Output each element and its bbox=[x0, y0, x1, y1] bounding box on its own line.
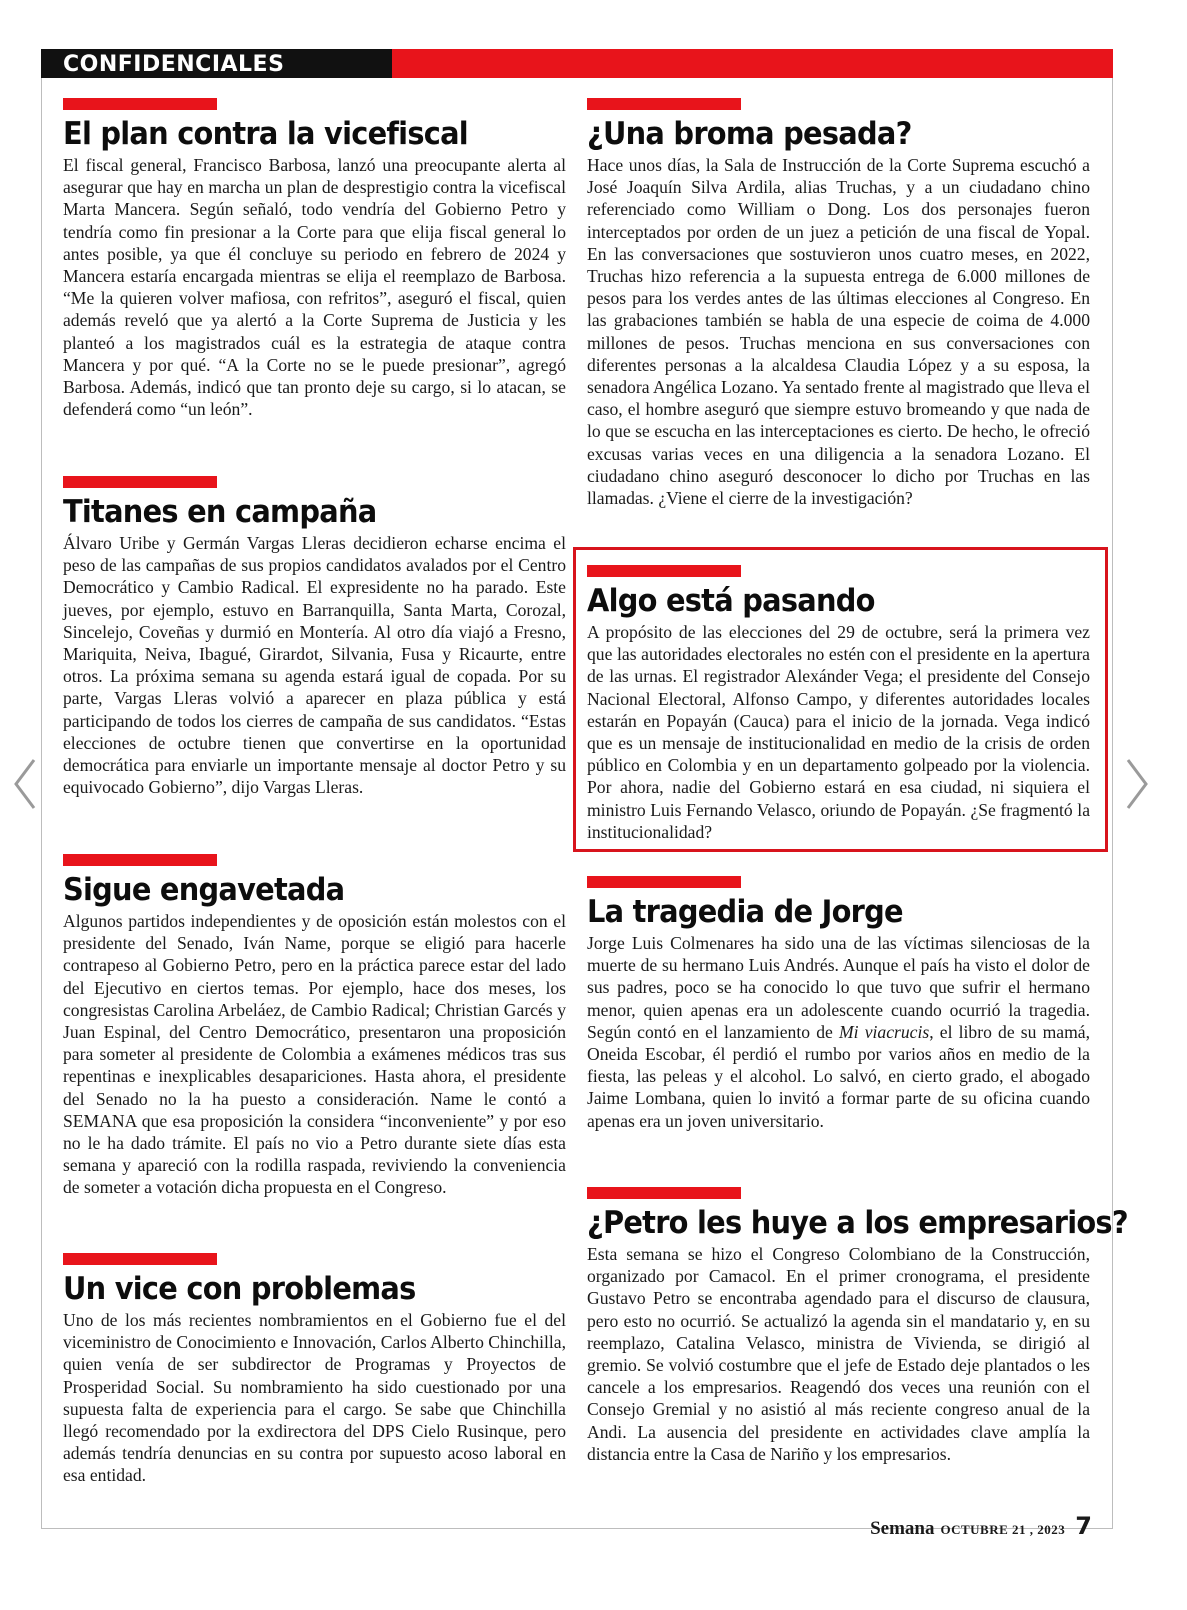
page-footer bbox=[870, 1512, 1092, 1540]
red-accent-bar bbox=[587, 565, 741, 577]
issue-date: OCTUBRE 21 , 2023 bbox=[940, 1522, 1066, 1537]
article-vice-problemas bbox=[63, 1253, 566, 1487]
article-titanes bbox=[63, 476, 566, 798]
red-accent-bar bbox=[587, 1187, 741, 1199]
article-engavetada bbox=[63, 854, 566, 1199]
article-body bbox=[587, 932, 1090, 1132]
article-title: Titanes en campaña bbox=[63, 494, 377, 530]
article-body: El fiscal general, Francisco Barbosa, lanzó una preocupante alerta al asegurar que hay en marcha un plan de desprestigio contra la vicefiscal Marta Mancera. Según señaló, todo vendría del Gobierno Petro y tendría como fin presionar a la Corte para que elija fiscal general lo antes posible, ya que él concluye su periodo en febrero de 2024 y Mancera estaría encargada mientras se elija el reemplazo de Barbosa. “Me la quieren volver mafiosa, con refritos”, aseguró el fiscal, quien además reveló que ya alertó a la Corte Suprema de Justicia y les planteó a los magistrados cuál es la estrategia de ataque contra Mancera y por qué. “A la Corte no se le puede presionar”, agregó Barbosa. Además, indicó que tan pronto deje su cargo, si lo atacan, se defenderá como “un león”. bbox=[63, 155, 566, 420]
red-accent-bar bbox=[587, 876, 741, 888]
article-broma-pesada bbox=[587, 98, 1090, 509]
red-accent-bar bbox=[63, 854, 217, 866]
chevron-left-icon bbox=[12, 758, 38, 810]
red-accent-bar bbox=[63, 98, 217, 110]
article-body: Hace unos días, la Sala de Instrucción de la Corte Suprema escuchó a José Joaquín Silva Ardila, alias Truchas, y a un ciudadano chino referenciado como William o Dong. Los dos personajes fueron interceptados por orden de un juez a petición de una fiscal de Yopal. En las conversaciones que sostuvieron unos cuatro meses, en 2022, Truchas hizo referencia a la supuesta entrega de 6.000 millones de pesos para los verdes antes de las últimas elecciones al Congreso. En las grabaciones también se habla de una especie de coima de 4.000 millones de pesos. Truchas menciona en sus conversaciones con diferentes personas a la alcaldesa Claudia López y a su esposa, la senadora Angélica Lozano. Ya sentado frente al magistrado que lleva el caso, el hombre aseguró que siempre estuvo bromeando y que nada de lo que se escucha en las interceptaciones es cierto. De hecho, le ofreció excusas varias veces en una diligencia a la senadora Lozano. El ciudadano chino aseguró desconocer lo dicho por Truchas en las llamadas. ¿Viene el cierre de la investigación? bbox=[587, 155, 1090, 509]
article-body: Uno de los más recientes nombramientos en el Gobierno fue el del viceministro de Conocimiento e Innovación, Carlos Alberto Chinchilla, quien venía de ser subdirector de Programas y Proyectos de Prosperidad Social. Su nombramiento ha sido cuestionado por una supuesta falta de experiencia para el cargo. Se sabe que Chinchilla llegó recomendado por la exdirectora del DPS Cielo Rusinque, pero además tendría denuncias en su contra por supuesto acoso laboral en esa entidad. bbox=[63, 1310, 566, 1486]
section-title: CONFIDENCIALES bbox=[63, 52, 285, 77]
magazine-name: Semana bbox=[870, 1518, 935, 1539]
banner-red-block bbox=[392, 49, 1113, 78]
chevron-right-icon bbox=[1124, 758, 1150, 810]
red-accent-bar bbox=[63, 1253, 217, 1265]
article-body: Álvaro Uribe y Germán Vargas Lleras decidieron echarse encima el peso de las campañas de sus propios candidatos avalados por el Centro Democrático y Cambio Radical. El expresidente no ha parado. Este jueves, por ejemplo, estuvo en Barranquilla, Santa Marta, Corozal, Sincelejo, Coveñas y durmió en Montería. Al otro día viajó a Fresno, Mariquita, Neiva, Ibagué, Girardot, Silvania, Fusa y Ricaurte, entre otros. La próxima semana su agenda estará igual de copada. Por su parte, Vargas Lleras volvió a aparecer en plaza pública y está participando de todos los cierres de campaña de sus candidatos. “Estas elecciones de octubre tienen que convertirse en la oportunidad democrática para enviarle un importante mensaje al doctor Petro y su equivocado Gobierno”, dijo Vargas Lleras. bbox=[63, 533, 566, 798]
article-algo-pasando bbox=[587, 565, 1090, 843]
body-text: Jorge Luis Colmenares ha sido una de las víctimas silenciosas de la muerte de su hermano Luis Andrés. Aunque el país ha visto el dolor de sus padres, poco se ha conocido lo que tuvo que sufrir el hermano menor, quien apenas era un adolescente cuando ocurrió la tragedia. Según contó en el lanzamiento de bbox=[587, 933, 1090, 1042]
article-body: A propósito de las elecciones del 29 de octubre, será la primera vez que las autoridades electorales no estén con el presidente en la apertura de las urnas. El registrador Alexánder Vega; el presidente del Consejo Nacional Electoral, Alfonso Campo, y diferentes autoridades locales estarán en Popayán (Cauca) para el inicio de la jornada. Vega indicó que es un mensaje de institucionalidad en medio de la crisis de orden público en Colombia y en un departamento golpeado por la violencia. Por ahora, nadie del Gobierno estará en esa ciudad, ni siquiera el ministro Luis Fernando Velasco, oriundo de Popayán. ¿Se fragmentó la institucionalidad? bbox=[587, 622, 1090, 842]
next-page-button[interactable] bbox=[1124, 758, 1150, 810]
red-accent-bar bbox=[63, 476, 217, 488]
book-title: Mi viacrucis bbox=[838, 1021, 930, 1042]
article-tragedia-jorge bbox=[587, 876, 1090, 1132]
article-title: Un vice con problemas bbox=[63, 1271, 416, 1307]
article-title: Sigue engavetada bbox=[63, 872, 345, 908]
red-accent-bar bbox=[587, 98, 741, 110]
article-title: ¿Una broma pesada? bbox=[587, 116, 912, 152]
body-text: , el libro de su mamá, Oneida Escobar, él perdió el rumbo por varios años en medio de la fiesta, las peleas y el alcohol. Lo salvó, en cierto grado, el abogado Jaime Lombana, quien lo invitó a formar parte de su oficina cuando apenas era un joven universitario. bbox=[587, 1021, 1091, 1131]
article-title: La tragedia de Jorge bbox=[587, 894, 903, 930]
prev-page-button[interactable] bbox=[12, 758, 38, 810]
page-number: 7 bbox=[1075, 1512, 1092, 1540]
article-body: Algunos partidos independientes y de oposición están molestos con el presidente del Senado, Iván Name, porque se eligió para hacerle contrapeso al Gobierno Petro, pero en la práctica parece estar del lado del Ejecutivo en ciertos temas. Por ejemplo, hace dos meses, los congresistas Carolina Arbeláez, de Cambio Radical; Christian Garcés y Juan Espinal, del Centro Democrático, presentaron una proposición para someter al presidente de Colombia a exámenes médicos tras sus repentinas e inexplicables desapariciones. Hasta ahora, el presidente del Senado no la ha puesto a consideración. Name le contó a SEMANA que esa proposición la considera “inconveniente” y por eso no le ha dado trámite. El país no vio a Petro durante siete días esta semana y apareció con la rodilla raspada, reviviendo la conveniencia de someter a votación dicha propuesta en el Congreso. bbox=[63, 911, 566, 1198]
article-petro-empresarios bbox=[587, 1187, 1128, 1465]
article-body: Esta semana se hizo el Congreso Colombiano de la Construcción, organizado por Camacol. En el primer cronograma, el presidente Gustavo Petro se encontraba agendado para el discurso de clausura, pero esto no ocurrió. Se actualizó la agenda sin el mandatario y, en su reemplazo, Catalina Velasco, ministra de Vivienda, se dirigió al gremio. Se volvió costumbre que el jefe de Estado deje plantados o les cancele a los empresarios. Reagendó dos veces una reunión con el Consejo Gremial y no asistió al más reciente congreso anual de la Andi. La ausencia del presidente en actividades clave amplía la distancia entre la Casa de Nariño y los empresarios. bbox=[587, 1244, 1090, 1464]
article-title: El plan contra la vicefiscal bbox=[63, 116, 468, 152]
article-title: ¿Petro les huye a los empresarios? bbox=[587, 1205, 1128, 1241]
article-vicefiscal bbox=[63, 98, 566, 420]
article-title: Algo está pasando bbox=[587, 583, 875, 619]
section-banner bbox=[41, 49, 1113, 78]
